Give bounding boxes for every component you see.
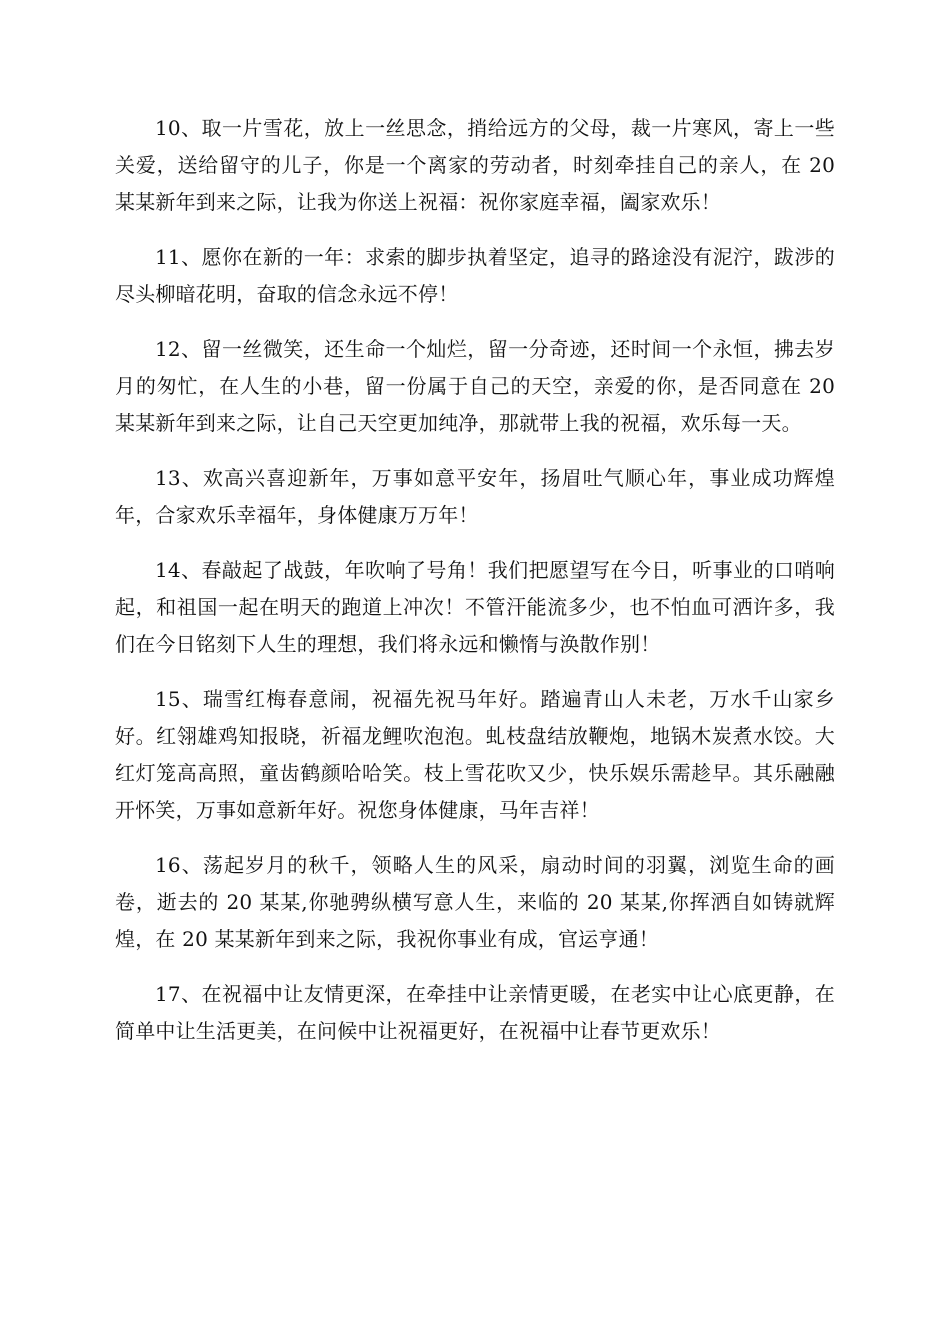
- paragraph-14: 14、春敲起了战鼓，年吹响了号角！我们把愿望写在今日，听事业的口哨响起，和祖国一起在明天的跑道上冲次！不管汗能流多少，也不怕血可洒许多，我们在今日铭刻下人生的理想，我们将永远和懒惰与涣散作别！: [115, 558, 835, 656]
- paragraph-13: 13、欢高兴喜迎新年，万事如意平安年，扬眉吐气顺心年，事业成功辉煌年，合家欢乐幸福年，身体健康万万年！: [115, 466, 835, 527]
- paragraph-12: 12、留一丝微笑，还生命一个灿烂，留一分奇迹，还时间一个永恒，拂去岁月的匆忙，在人生的小巷，留一份属于自己的天空，亲爱的你，是否同意在 20 某某新年到来之际，让自己天空更加纯净，那就带上我的祝福，欢乐每一天。: [115, 337, 835, 435]
- paragraph-10: 10、取一片雪花，放上一丝思念，捎给远方的父母，裁一片寒风，寄上一些关爱，送给留守的儿子，你是一个离家的劳动者，时刻牵挂自己的亲人，在 20 某某新年到来之际，让我为你送上祝福：祝你家庭幸福，阖家欢乐！: [115, 116, 835, 214]
- document-body: [115, 110, 835, 1068]
- paragraph-16: 16、荡起岁月的秋千，领略人生的风采，扇动时间的羽翼，浏览生命的画卷，逝去的 20 某某,你驰骋纵横写意人生，来临的 20 某某,你挥洒自如铸就辉煌，在 20 某某新年到来之际，我祝你事业有成，官运亨通！: [115, 853, 835, 951]
- paragraph-11: 11、愿你在新的一年：求索的脚步执着坚定，追寻的路途没有泥泞，跋涉的尽头柳暗花明，奋取的信念永远不停！: [115, 245, 835, 306]
- paragraph-17: 17、在祝福中让友情更深，在牵挂中让亲情更暖，在老实中让心底更静，在简单中让生活更美，在问候中让祝福更好，在祝福中让春节更欢乐！: [115, 982, 835, 1043]
- paragraph-15: 15、瑞雪红梅春意闹，祝福先祝马年好。踏遍青山人未老，万水千山家乡好。红翎雄鸡知报晓，祈福龙鲤吹泡泡。虬枝盘结放鞭炮，地锅木炭煮水饺。大红灯笼高高照，童齿鹤颜哈哈笑。枝上雪花吹又少，快乐娱乐需趁早。其乐融融开怀笑，万事如意新年好。祝您身体健康，马年吉祥！: [115, 687, 835, 822]
